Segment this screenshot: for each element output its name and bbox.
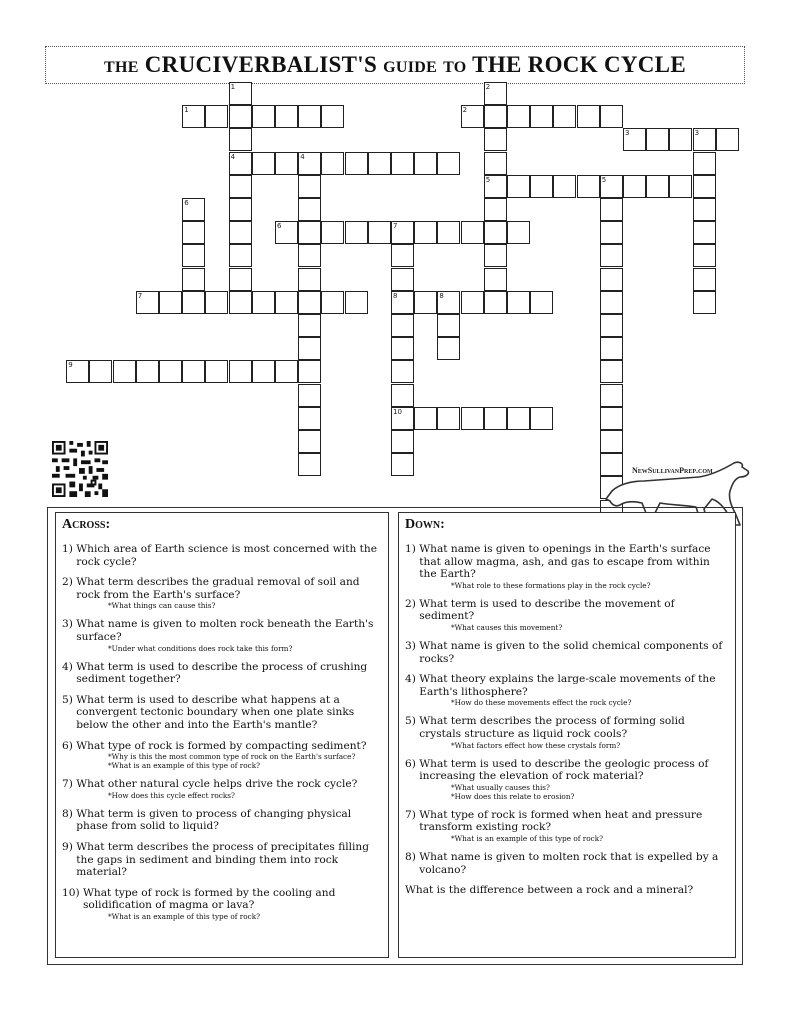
clue-text: What term is given to process of changing physical phase from solid to liquid? <box>76 807 352 833</box>
clue-number-label: 9 <box>68 361 73 370</box>
crossword-cell[interactable] <box>391 360 414 383</box>
crossword-cell[interactable] <box>414 152 437 175</box>
crossword-cell[interactable] <box>693 244 716 267</box>
crossword-cell[interactable] <box>507 221 530 244</box>
clue-followup: *What factors effect how these crystals form? <box>451 740 621 750</box>
clue-number: 7) <box>405 808 420 821</box>
crossword-cell[interactable] <box>600 291 623 314</box>
clue-followup: *Why is this the most common type of rock on the Earth's surface? <box>108 752 356 762</box>
crossword-cell[interactable] <box>437 221 460 244</box>
crossword-cell[interactable] <box>229 360 252 383</box>
clue-number-label: 8 <box>439 291 444 300</box>
across-clue <box>62 576 382 610</box>
crossword-cell[interactable] <box>159 291 182 314</box>
crossword-cell[interactable] <box>345 221 368 244</box>
clue-number: 10) <box>62 886 83 899</box>
crossword-cell[interactable] <box>484 291 507 314</box>
crossword-cell[interactable] <box>182 291 205 314</box>
clue-followup: *What things can cause this? <box>108 601 216 611</box>
crossword-cell[interactable] <box>461 291 484 314</box>
clue-number-label: 3 <box>694 129 700 138</box>
crossword-cell[interactable] <box>530 175 553 198</box>
clue-number: 3) <box>405 639 420 652</box>
crossword-cell[interactable] <box>646 128 669 151</box>
clue-number: 6) <box>62 739 77 752</box>
clue-number: 8) <box>405 850 420 863</box>
crossword-cell[interactable] <box>461 221 484 244</box>
clue-number: 8) <box>62 807 77 820</box>
across-clue <box>62 694 382 732</box>
crossword-cell[interactable] <box>600 268 623 291</box>
crossword-cell[interactable] <box>205 360 228 383</box>
clue-text: What other natural cycle helps drive the rock cycle? <box>76 778 358 791</box>
crossword-cell[interactable] <box>600 407 623 430</box>
across-clue <box>62 778 382 800</box>
clue-text: What name is given to molten rock that is expelled by a volcano? <box>419 850 719 876</box>
down-clue <box>405 758 729 801</box>
crossword-cell[interactable] <box>229 128 252 151</box>
crossword-cell[interactable] <box>89 360 112 383</box>
clue-followup: *What is an example of this type of rock? <box>451 833 604 843</box>
crossword-cell[interactable] <box>437 407 460 430</box>
crossword-cell[interactable] <box>182 221 205 244</box>
clue-number-label: 7 <box>137 291 143 300</box>
clue-text: What type of rock is formed by compacting sediment? <box>76 739 367 752</box>
crossword-cell[interactable] <box>368 152 391 175</box>
down-clue <box>405 543 729 590</box>
clue-number: 5) <box>405 715 420 728</box>
crossword-cell[interactable] <box>275 291 298 314</box>
down-clue-list <box>405 543 729 876</box>
crossword-cell[interactable] <box>484 198 507 221</box>
crossword-cell[interactable] <box>484 128 507 151</box>
crossword-cell[interactable] <box>298 175 321 198</box>
crossword-cell[interactable] <box>252 360 275 383</box>
clue-followup: *How do these movements effect the rock cycle? <box>451 698 632 708</box>
crossword-cell[interactable] <box>113 360 136 383</box>
crossword-cell[interactable] <box>507 407 530 430</box>
clue-number-label: 6 <box>277 222 282 231</box>
crossword-cell[interactable] <box>321 105 344 128</box>
crossword-cell[interactable] <box>321 291 344 314</box>
crossword-cell[interactable] <box>484 152 507 175</box>
crossword-cell[interactable] <box>577 105 600 128</box>
crossword-cell[interactable] <box>275 105 298 128</box>
crossword-cell[interactable] <box>229 291 252 314</box>
crossword-cell[interactable] <box>693 291 716 314</box>
clue-followup: *Under what conditions does rock take this form? <box>108 643 293 653</box>
crossword-cell[interactable] <box>437 337 460 360</box>
clue-number: 2) <box>405 597 420 610</box>
crossword-cell[interactable] <box>229 268 252 291</box>
crossword-cell[interactable] <box>600 314 623 337</box>
crossword-cell[interactable] <box>600 337 623 360</box>
crossword-cell[interactable] <box>298 453 321 476</box>
clue-text: What term is used to describe what happens at a convergent tectonic boundary when one plate sinks below the other and into the Earth's mantle? <box>76 693 355 731</box>
crossword-cell[interactable] <box>391 430 414 453</box>
clue-text: What name is given to openings in the Earth's surface that allow magma, ash, and gas to escape from within the Earth? <box>419 543 711 581</box>
clue-number-label: 8 <box>393 291 398 300</box>
across-clue <box>62 740 382 771</box>
crossword-cell[interactable] <box>600 105 623 128</box>
clue-number: 3) <box>62 618 77 631</box>
crossword-cell[interactable] <box>600 384 623 407</box>
crossword-cell[interactable] <box>484 105 507 128</box>
clue-text: What term is used to describe the geologic process of increasing the elevation of rock material? <box>419 757 709 783</box>
clue-followup: *What is an example of this type of rock? <box>108 761 261 771</box>
crossword-cell[interactable] <box>391 337 414 360</box>
crossword-cell[interactable] <box>484 244 507 267</box>
crossword-cell[interactable] <box>345 291 368 314</box>
crossword-cell[interactable] <box>553 175 576 198</box>
clue-number: 1) <box>62 543 77 555</box>
clue-number-label: 7 <box>393 222 398 231</box>
down-clue <box>405 598 729 632</box>
clue-number: 9) <box>62 840 77 853</box>
clue-text: What term is used to describe the movement of sediment? <box>419 597 675 623</box>
crossword-cell[interactable] <box>298 268 321 291</box>
crossword-cell[interactable] <box>646 175 669 198</box>
crossword-cell[interactable] <box>391 314 414 337</box>
crossword-cell[interactable] <box>600 360 623 383</box>
crossword-cell[interactable] <box>391 384 414 407</box>
crossword-cell[interactable] <box>484 407 507 430</box>
across-clue <box>62 808 382 833</box>
crossword-cell[interactable] <box>530 407 553 430</box>
crossword-cell[interactable] <box>716 128 739 151</box>
across-clue <box>62 543 382 568</box>
crossword-cell[interactable] <box>298 198 321 221</box>
crossword-cell[interactable] <box>252 105 275 128</box>
crossword-cell[interactable] <box>693 198 716 221</box>
clue-number-label: 1 <box>184 106 189 115</box>
bonus-question: What is the difference between a rock and a mineral? <box>405 884 694 897</box>
clue-number-label: 4 <box>300 152 305 161</box>
down-clue <box>405 715 729 749</box>
crossword-cell[interactable] <box>414 221 437 244</box>
clue-number-label: 5 <box>601 175 607 184</box>
crossword-cell[interactable] <box>391 453 414 476</box>
crossword-cell[interactable] <box>600 198 623 221</box>
crossword-cell[interactable] <box>298 105 321 128</box>
across-clue-list <box>62 543 382 921</box>
clue-number: 7) <box>62 778 77 791</box>
crossword-cell[interactable] <box>461 407 484 430</box>
crossword-cell[interactable] <box>159 360 182 383</box>
crossword-cell[interactable] <box>391 152 414 175</box>
crossword-cell[interactable] <box>229 221 252 244</box>
crossword-cell[interactable] <box>414 291 437 314</box>
across-clue <box>62 661 382 686</box>
clue-number-label: 4 <box>230 152 236 161</box>
clue-followup: *How does this relate to erosion? <box>451 791 575 801</box>
down-clues-panel <box>398 512 736 958</box>
clue-number: 6) <box>405 757 420 770</box>
crossword-cell[interactable] <box>298 244 321 267</box>
clue-followup: *What is an example of this type of rock? <box>108 911 261 921</box>
crossword-cell[interactable] <box>669 175 692 198</box>
crossword-cell[interactable] <box>298 337 321 360</box>
crossword-cell[interactable] <box>229 198 252 221</box>
crossword-cell[interactable] <box>275 360 298 383</box>
crossword-cell[interactable] <box>391 268 414 291</box>
clue-followup: *What usually causes this? <box>451 782 550 792</box>
crossword-cell[interactable] <box>507 175 530 198</box>
crossword-cell[interactable] <box>693 221 716 244</box>
clue-number-label: 1 <box>230 83 236 91</box>
crossword-cell[interactable] <box>182 360 205 383</box>
crossword-cell[interactable] <box>298 407 321 430</box>
clue-followup: *What role to these formations play in the rock cycle? <box>451 580 651 590</box>
clue-text: What type of rock is formed by the cooling and solidification of magma or lava? <box>82 886 336 912</box>
crossword-cell[interactable] <box>205 291 228 314</box>
crossword-cell[interactable] <box>182 268 205 291</box>
across-clue <box>62 618 382 652</box>
clue-number-label: 2 <box>462 106 468 115</box>
clue-text: What term describes the process of forming solid crystals structure as liquid rock cools? <box>419 715 685 740</box>
crossword-cell[interactable] <box>182 244 205 267</box>
down-clue <box>405 851 729 876</box>
crossword-cell[interactable] <box>298 430 321 453</box>
crossword-cell[interactable] <box>623 175 646 198</box>
crossword-cell[interactable] <box>437 314 460 337</box>
crossword-cell[interactable] <box>275 152 298 175</box>
crossword-cell[interactable] <box>298 291 321 314</box>
clue-number: 2) <box>62 576 77 589</box>
crossword-cell[interactable] <box>693 152 716 175</box>
crossword-cell[interactable] <box>298 384 321 407</box>
crossword-cell[interactable] <box>298 221 321 244</box>
crossword-cell[interactable] <box>414 407 437 430</box>
clue-number: 4) <box>405 673 420 686</box>
clue-text: What name is given to molten rock beneath the Earth's surface? <box>76 618 374 643</box>
down-heading: Down: <box>405 517 445 532</box>
clue-number: 1) <box>405 543 420 555</box>
crossword-cell[interactable] <box>507 291 530 314</box>
qr-code-icon <box>52 441 108 497</box>
clue-number: 5) <box>62 693 77 706</box>
down-clue <box>405 809 729 843</box>
crossword-cell[interactable] <box>321 152 344 175</box>
crossword-cell[interactable] <box>252 291 275 314</box>
across-clue <box>62 841 382 879</box>
crossword-cell[interactable] <box>321 221 344 244</box>
clue-number: 4) <box>62 660 77 673</box>
crossword-cell[interactable] <box>229 175 252 198</box>
crossword-cell[interactable] <box>298 314 321 337</box>
clue-number-label: 5 <box>485 175 491 184</box>
crossword-cell[interactable] <box>600 244 623 267</box>
crossword-cell[interactable] <box>553 105 576 128</box>
crossword-cell[interactable] <box>577 175 600 198</box>
clue-text: What theory explains the large-scale movements of the Earth's lithosphere? <box>419 673 716 698</box>
clue-number-label: 3 <box>625 129 630 138</box>
clue-number-label: 2 <box>485 83 491 91</box>
crossword-cell[interactable] <box>229 105 252 128</box>
clue-followup: *How does this cycle effect rocks? <box>108 790 235 800</box>
clue-number-label: 10 <box>393 407 402 416</box>
crossword-cell[interactable] <box>530 291 553 314</box>
crossword-cell[interactable] <box>530 105 553 128</box>
crossword-cell[interactable] <box>507 105 530 128</box>
down-clue <box>405 640 729 665</box>
crossword-cell[interactable] <box>437 152 460 175</box>
clue-text: What term describes the gradual removal of soil and rock from the Earth's surface? <box>76 576 360 601</box>
clue-followup: *What causes this movement? <box>451 622 563 632</box>
page-title: the CRUCIVERBALIST'S guide to THE ROCK CYCLE <box>104 52 686 77</box>
across-clues-panel <box>55 512 389 958</box>
crossword-cell[interactable] <box>669 128 692 151</box>
crossword-cell[interactable] <box>252 152 275 175</box>
crossword-cell[interactable] <box>693 175 716 198</box>
clue-text: What type of rock is formed when heat and pressure transform existing rock? <box>419 808 703 834</box>
crossword-cell[interactable] <box>484 221 507 244</box>
across-heading: Across: <box>62 517 111 532</box>
across-clue <box>62 887 382 921</box>
brand-name: NewSullivanPrep.com <box>632 466 713 475</box>
clue-text: What term is used to describe the process of crushing sediment together? <box>76 660 368 686</box>
crossword-cell[interactable] <box>205 105 228 128</box>
crossword-cell[interactable] <box>298 360 321 383</box>
crossword-cell[interactable] <box>391 244 414 267</box>
clue-text: What term describes the process of precipitates filling the gaps in sediment and binding them into rock material? <box>76 840 370 879</box>
crossword-cell[interactable] <box>345 152 368 175</box>
crossword-cell[interactable] <box>229 244 252 267</box>
crossword-cell[interactable] <box>484 268 507 291</box>
crossword-cell[interactable] <box>600 221 623 244</box>
down-clue <box>405 673 729 707</box>
clue-text: What name is given to the solid chemical components of rocks? <box>419 639 723 665</box>
crossword-cell[interactable] <box>693 268 716 291</box>
crossword-cell[interactable] <box>368 221 391 244</box>
clue-number-label: 6 <box>184 199 189 207</box>
clue-text: Which area of Earth science is most concerned with the rock cycle? <box>76 543 378 568</box>
crossword-cell[interactable] <box>600 430 623 453</box>
crossword-cell[interactable] <box>136 360 159 383</box>
